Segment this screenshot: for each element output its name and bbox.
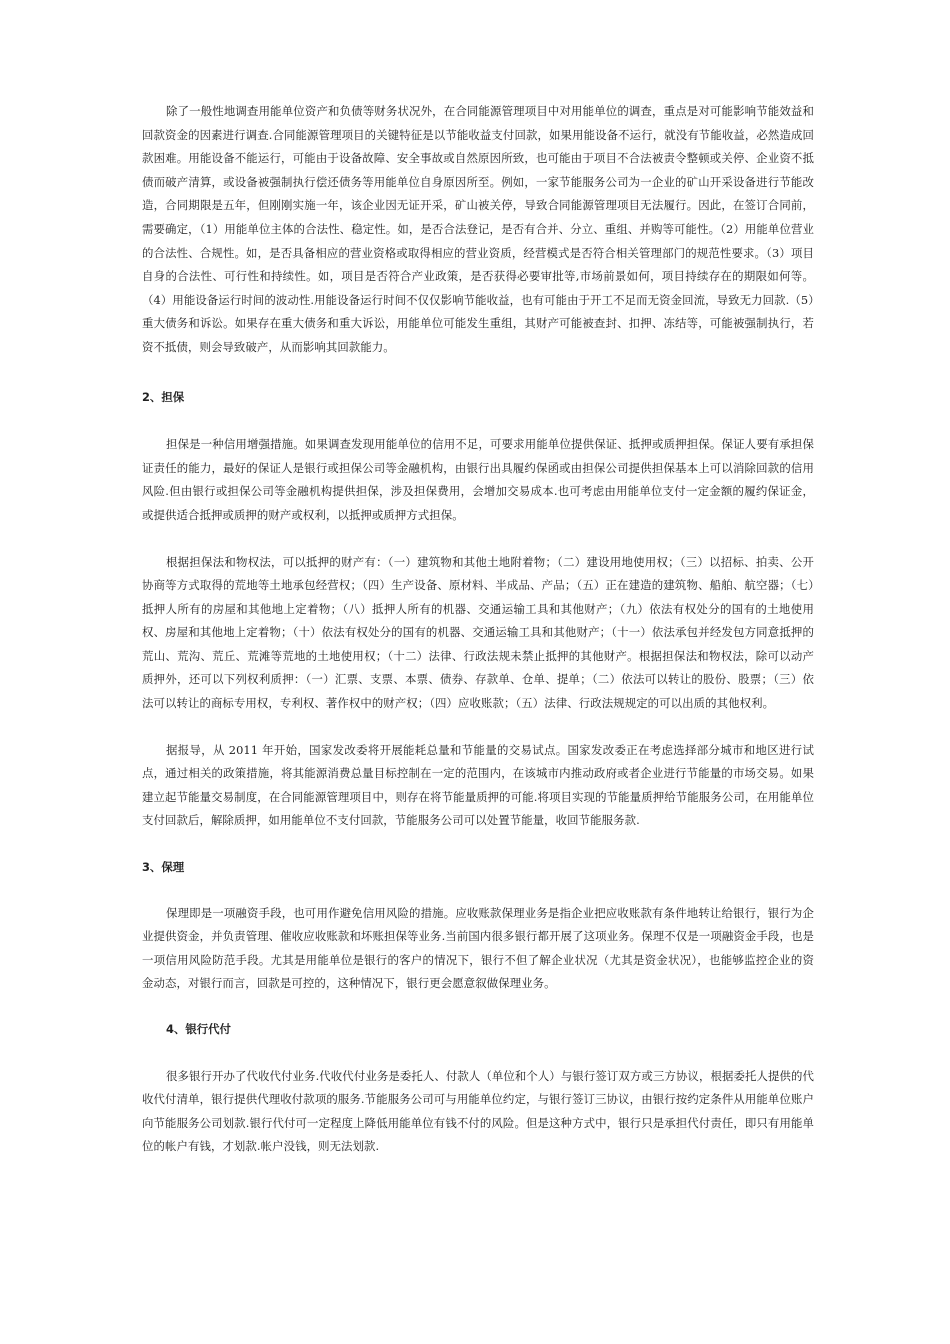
document-page: [142, 100, 814, 1159]
paragraph-credit-investigation: 除了一般性地调查用能单位资产和负债等财务状况外，在合同能源管理项目中对用能单位的调查，重点是对可能影响节能效益和回款资金的因素进行调查.合同能源管理项目的关键特征是以节能收益支付回款，如果用能设备不运行，就没有节能收益，必然造成回款困难。用能设备不能运行，可能由于设备故障、安全事故或自然原因所致，也可能由于项目不合法被责令整顿或关停、企业资不抵债而破产清算，或设备被强制执行偿还债务等用能单位自身原因所至。例如，一家节能服务公司为一企业的矿山开采设备进行节能改造，合同期限是五年，但刚刚实施一年，该企业因无证开采，矿山被关停，导致合同能源管理项目无法履行。因此，在签订合同前，需要确定，（1）用能单位主体的合法性、稳定性。如，是否合法登记，是否有合并、分立、重组、并购等可能性。（2）用能单位营业的合法性、合规性。如，是否具备相应的营业资格或取得相应的营业资质，经营模式是否符合相关管理部门的规范性要求。（3）项目自身的合法性、可行性和持续性。如，项目是否符合产业政策，是否获得必要审批等,市场前景如何，项目持续存在的期限如何等。（4）用能设备运行时间的波动性.用能设备运行时间不仅仅影响节能收益，也有可能由于开工不足而无资金回流，导致无力回款.（5）重大债务和诉讼。如果存在重大债务和重大诉讼，用能单位可能发生重组，其财产可能被查封、扣押、冻结等，可能被强制执行，若资不抵债，则会导致破产，从而影响其回款能力。: [142, 104, 814, 354]
heading-bank-payment: 4、银行代付: [166, 1022, 231, 1036]
paragraph-bank-payment: 很多银行开办了代收代付业务.代收代付业务是委托人、付款人（单位和个人）与银行签订双方或三方协议，根据委托人提供的代收代付清单，银行提供代理收付款项的服务.节能服务公司可与用能单位约定，与银行签订三协议，由银行按约定条件从用能单位账户向节能服务公司划款.银行代付可一定程度上降低用能单位有钱不付的风险。但是这种方式中，银行只是承担代付责任，即只有用能单位的帐户有钱，才划款.帐户没钱，则无法划款.: [142, 1068, 814, 1154]
paragraph-energy-saving-trading: 据报导，从 2011 年开始，国家发改委将开展能耗总量和节能量的交易试点。国家发改委正在考虑选择部分城市和地区进行试点，通过相关的政策措施，将其能源消费总量目标控制在一定的范围内，在该城市内推动政府或者企业进行节能量的市场交易。如果建立起节能量交易制度，在合同能源管理项目中，则存在将节能量质押的可能.将项目实现的节能量质押给节能服务公司，在用能单位支付回款后，解除质押，如用能单位不支付回款，节能服务公司可以处置节能量，收回节能服务款.: [142, 742, 814, 828]
paragraph-mortgage-property: 根据担保法和物权法，可以抵押的财产有：（一）建筑物和其他土地附着物；（二）建设用地使用权；（三）以招标、拍卖、公开协商等方式取得的荒地等土地承包经营权；（四）生产设备、原材料、半成品、产品；（五）正在建造的建筑物、船舶、航空器；（七）抵押人所有的房屋和其他地上定着物；（八）抵押人所有的机器、交通运输工具和其他财产；（九）依法有权处分的国有的土地使用权、房屋和其他地上定着物；（十）依法有权处分的国有的机器、交通运输工具和其他财产；（十一）依法承包并经发包方同意抵押的荒山、荒沟、荒丘、荒滩等荒地的土地使用权；（十二）法律、行政法规未禁止抵押的其他财产。根据担保法和物权法，除可以动产质押外，还可以下列权利质押：（一）汇票、支票、本票、债券、存款单、仓单、提单；（二）依法可以转让的股份、股票；（三）依法可以转让的商标专用权，专利权、著作权中的财产权；（四）应收账款；（五）法律、行政法规规定的可以出质的其他权利。: [142, 554, 814, 711]
heading-guarantee: 2、担保: [142, 389, 185, 404]
heading-factoring: 3、保理: [142, 860, 185, 875]
paragraph-guarantee: 担保是一种信用增强措施。如果调查发现用能单位的信用不足，可要求用能单位提供保证、抵押或质押担保。保证人要有承担保证责任的能力，最好的保证人是银行或担保公司等金融机构，由银行出具履约保函或由担保公司提供担保基本上可以消除回款的信用风险.但由银行或担保公司等金融机构提供担保，涉及担保费用，会增加交易成本.也可考虑由用能单位支付一定金额的履约保证金，或提供适合抵押或质押的财产或权利，以抵押或质押方式担保。: [142, 437, 814, 522]
paragraph-factoring: 保理即是一项融资手段，也可用作避免信用风险的措施。应收账款保理业务是指企业把应收账款有条件地转让给银行，银行为企业提供资金，并负责管理、催收应收账款和坏账担保等业务.当前国内很多银行都开展了这项业务。保理不仅是一项融资金手段，也是一项信用风险防范手段。尤其是用能单位是银行的客户的情况下，银行不但了解企业状况（尤其是资金状况），也能够监控企业的资金动态，对银行而言，回款是可控的，这种情况下，银行更会愿意叙做保理业务。: [142, 905, 814, 991]
